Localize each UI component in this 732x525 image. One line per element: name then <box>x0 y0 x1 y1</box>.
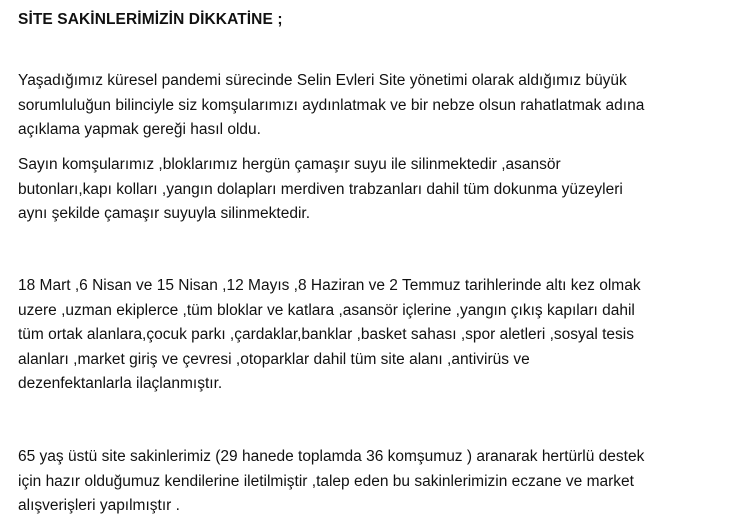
text-line: 18 Mart ,6 Nisan ve 15 Nisan ,12 Mayıs ,8 Haziran ve 2 Temmuz tarihlerinde altı kez olmak <box>18 277 641 294</box>
text-line: Sayın komşularımız ,bloklarımız hergün çamaşır suyu ile silinmektedir ,asansör <box>18 156 561 173</box>
text-line: aynı şekilde çamaşır suyuyla silinmektedir. <box>18 205 311 222</box>
paragraph-disinfection-dates <box>18 274 641 397</box>
text-line: alışverişleri yapılmıştır . <box>18 497 180 514</box>
notice-title: SİTE SAKİNLERİMİZİN DİKKATİNE ; <box>18 11 283 28</box>
paragraph-daily-cleaning <box>18 153 623 227</box>
text-line: Yaşadığımız küresel pandemi sürecinde Selin Evleri Site yönetimi olarak aldığımız büyük <box>18 72 627 89</box>
text-line: açıklama yapmak gereği hasıl oldu. <box>18 121 261 138</box>
text-line: butonları,kapı kolları ,yangın dolapları merdiven trabzanları dahil tüm dokunma yüzeyleri <box>18 180 623 198</box>
text-line: uzere ,uzman ekiplerce ,tüm bloklar ve katlara ,asansör içlerine ,yangın çıkış kapıları dahil <box>18 301 635 319</box>
text-line: 65 yaş üstü site sakinlerimiz (29 hanede toplamda 36 komşumuz ) aranarak hertürlü destek <box>18 448 645 465</box>
text-line: için hazır olduğumuz kendilerine iletilmiştir ,talep eden bu sakinlerimizin eczane ve market <box>18 472 634 490</box>
text-line: sorumluluğun bilinciyle siz komşularımızı aydınlatmak ve bir nebze olsun rahatlatmak adına <box>18 96 645 114</box>
text-line: dezenfektanlarla ilaçlanmıştır. <box>18 375 223 392</box>
text-line: tüm ortak alanlara,çocuk parkı ,çardaklar,banklar ,basket sahası ,spor aletleri ,sosyal tesis <box>18 326 634 343</box>
paragraph-pandemic-intro <box>18 69 644 143</box>
text-line: alanları ,market giriş ve çevresi ,otoparklar dahil tüm site alanı ,antivirüs ve <box>18 350 530 368</box>
paragraph-elderly-support <box>18 445 644 519</box>
